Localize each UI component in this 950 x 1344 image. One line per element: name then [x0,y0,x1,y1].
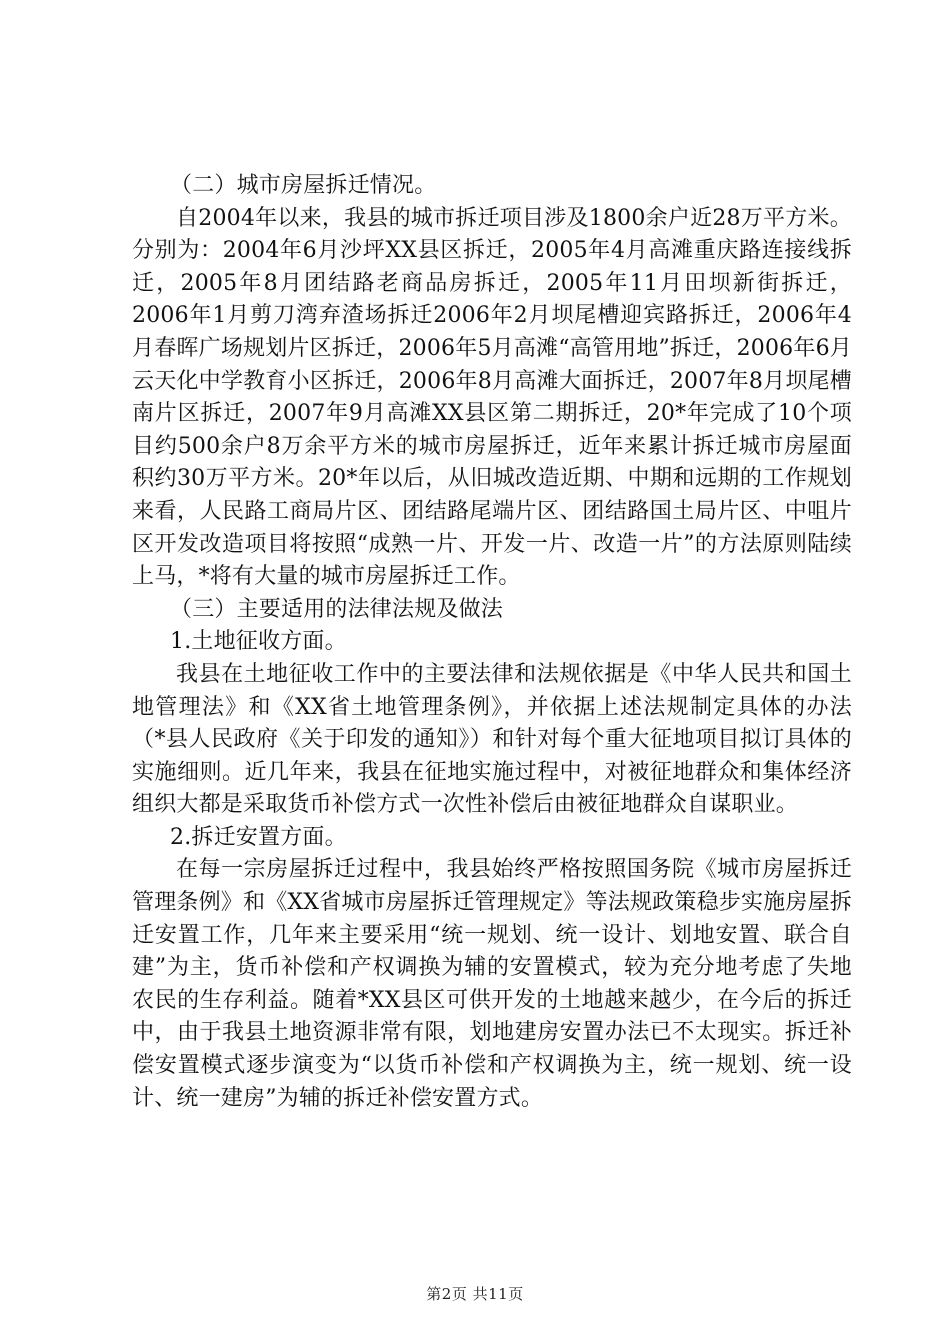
paragraph-demolition-resettlement: 在每一宗房屋拆迁过程中，我县始终严格按照国务院《城市房屋拆迁管理条例》和《XX省城市房屋拆迁管理规定》等法规政策稳步实施房屋拆迁安置工作，几年来主要采用“统一规划、统一设计、划地安置、联合自建”为主，货币补偿和产权调换为辅的安置模式，较为充分地考虑了失地农民的生存利益。随着*XX县区可供开发的土地越来越少，在今后的拆迁中，由于我县土地资源非常有限，划地建房安置办法已不太现实。拆迁补偿安置模式逐步演变为“以货币补偿和产权调换为主，统一规划、统一设计、统一建房”为辅的拆迁补偿安置方式。 [132,857,852,1111]
page-number-footer: 第2页 共11页 [426,1285,524,1303]
paragraph-urban-demolition-details: 自2004年以来，我县的城市拆迁项目涉及1800余户近28万平方米。分别为：2004年6月沙坪XX县区拆迁，2005年4月高滩重庆路连接线拆迁，2005年8月团结路老商品房拆迁，2005年11月田坝新街拆迁，2006年1月剪刀湾弃渣场拆迁2006年2月坝尾槽迎宾路拆迁，2006年4月春晖广场规划片区拆迁，2006年5月高滩“高管用地”拆迁，2006年6月云天化中学教育小区拆迁，2006年8月高滩大面拆迁，2007年8月坝尾槽南片区拆迁，2007年9月高滩XX县区第二期拆迁，20*年完成了10个项目约500余户8万余平方米的城市房屋拆迁，近年来累计拆迁城市房屋面积约30万平方米。20*年以后，从旧城改造近期、中期和远期的工作规划来看，人民路工商局片区、团结路尾端片区、团结路国土局片区、中咀片区开发改造项目将按照“成熟一片、开发一片、改造一片”的方法原则陆续上马，*将有大量的城市房屋拆迁工作。 [132,205,852,590]
subheading-demolition-resettlement: 2.拆迁安置方面。 [170,824,347,850]
document-body [132,170,852,1115]
paragraph-land-acquisition: 我县在土地征收工作中的主要法律和法规依据是《中华人民共和国土地管理法》和《XX省土地管理条例》，并依据上述法规制定具体的办法（*县人民政府《关于印发的通知》）和针对每个重大征地项目拟订具体的实施细则。近几年来，我县在征地实施过程中，对被征地群众和集体经济组织大都是采取货币补偿方式一次性补偿后由被征地群众自谋职业。 [132,661,852,818]
section-heading-laws-and-practices: （三）主要适用的法律法规及做法 [170,596,504,622]
section-heading-urban-demolition: （二）城市房屋拆迁情况。 [170,173,437,198]
subheading-land-acquisition: 1.土地征收方面。 [170,629,347,655]
